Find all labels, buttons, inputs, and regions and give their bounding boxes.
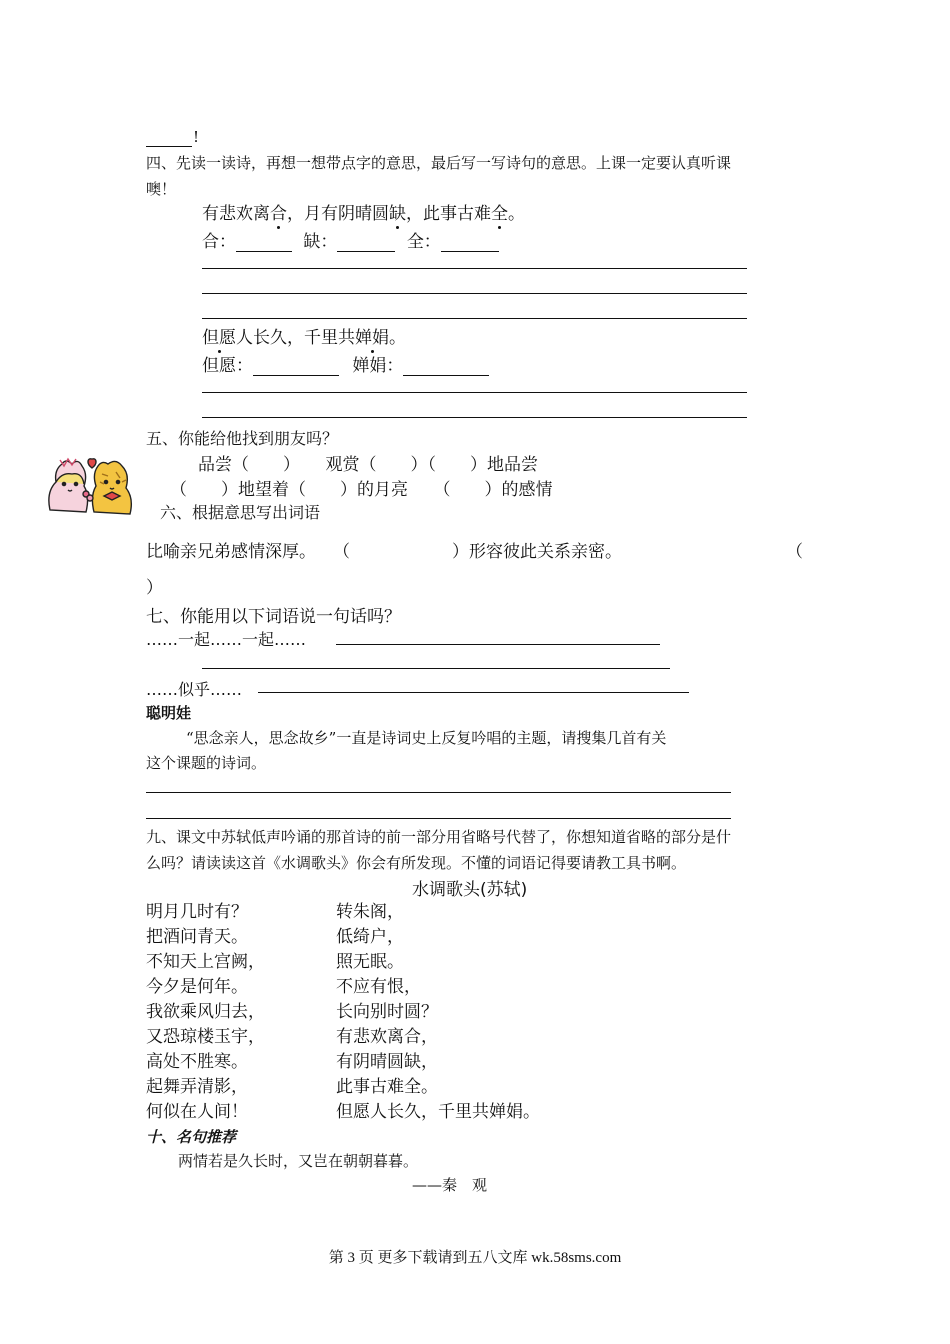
famous-quote: 两情若是久长时，又岂在朝朝暮暮。 xyxy=(178,1152,419,1170)
blank-row-1: 合： 缺： 全： xyxy=(202,227,499,252)
answer-line[interactable] xyxy=(336,644,660,645)
answer-blank-que[interactable] xyxy=(337,233,395,252)
q4-title: 四、先读一读诗，再想一想带点字的意思，最后写一写诗句的意思。上课一定要认真听课 xyxy=(146,154,732,172)
q6-line-a: 比喻亲兄弟感情深厚。 （ ）形容彼此关系亲密。 xyxy=(146,542,622,562)
answer-line[interactable] xyxy=(202,417,747,418)
q7-item-1: ……一起……一起…… xyxy=(146,630,307,649)
answer-line[interactable] xyxy=(258,692,689,693)
poem-title: 水调歌头(苏轼) xyxy=(412,880,528,900)
answer-blank xyxy=(146,146,192,147)
poem-line: 长向别时圆？ xyxy=(336,1002,438,1022)
q6-open-paren: （ xyxy=(786,542,803,562)
page-footer: 第 3 页 更多下载请到五八文库 wk.58sms.com xyxy=(328,1250,622,1266)
poem-line: 不应有恨， xyxy=(336,977,421,997)
q9-text: 九、课文中苏轼低声吟诵的那首诗的前一部分用省略号代替了，你想知道省略的部分是什 xyxy=(146,828,732,846)
clever-text: “思念亲人，思念故乡”一直是诗词史上反复吟唱的主题，请搜集几首有关 xyxy=(186,729,667,747)
poem-line: 不知天上宫阙， xyxy=(146,952,265,972)
poem-line-2: 但愿人长久，千里共婵娟。 xyxy=(202,328,406,348)
answer-blank-he[interactable] xyxy=(236,233,292,252)
dotted-char: 缺 xyxy=(389,204,406,224)
poem-line: 明月几时有？ xyxy=(146,902,248,922)
poem-right-column xyxy=(336,900,540,1125)
answer-line[interactable] xyxy=(146,818,731,819)
q5-title: 五、你能给他找到朋友吗？ xyxy=(146,429,339,448)
poem-line: 低绮户， xyxy=(336,927,404,947)
poem-line: 又恐琼楼玉宇， xyxy=(146,1027,265,1047)
section-heading: 聪明娃 xyxy=(146,704,192,722)
answer-line[interactable] xyxy=(202,668,670,669)
q10-title: 十、名句推荐 xyxy=(146,1128,237,1146)
poem-line: 高处不胜寒。 xyxy=(146,1052,248,1072)
blank-row-2: 但愿： 婵娟： xyxy=(202,351,489,376)
clever-text-cont: 这个课题的诗词。 xyxy=(146,754,267,772)
answer-line[interactable] xyxy=(202,318,747,319)
poem-line: 起舞弄清影， xyxy=(146,1077,248,1097)
poem-line: 但愿人长久，千里共婵娟。 xyxy=(336,1102,540,1122)
q5-row-1: 品尝（ ） 观赏（ ）（ ）地品尝 xyxy=(198,455,538,475)
answer-blank-danyuan[interactable] xyxy=(253,357,339,376)
answer-line[interactable] xyxy=(202,392,747,393)
poem-line-1: 有悲欢离合，月有阴晴圆缺，此事古难全。 xyxy=(202,204,525,224)
q7-title: 七、你能用以下词语说一句话吗？ xyxy=(146,607,401,627)
dotted-char: 全 xyxy=(491,204,508,224)
answer-blank-chanjuan[interactable] xyxy=(403,357,489,376)
poem-line: 转朱阁， xyxy=(336,902,404,922)
dotted-char: 婵娟 xyxy=(355,328,389,348)
dotted-char: 但愿 xyxy=(202,328,236,348)
quote-author: ——秦 观 xyxy=(412,1176,488,1194)
q9-text-cont: 么吗？请读读这首《水调歌头》你会有所发现。不懂的词语记得要请教工具书啊。 xyxy=(146,854,687,872)
poem-line: 有阴晴圆缺， xyxy=(336,1052,438,1072)
poem-line: 何似在人间！ xyxy=(146,1102,248,1122)
q6-title: 六、根据意思写出词语 xyxy=(160,503,321,522)
poem-line: 照无眠。 xyxy=(336,952,404,972)
poem-line: 有悲欢离合， xyxy=(336,1027,438,1047)
answer-line[interactable] xyxy=(146,792,731,793)
poem-line: 今夕是何年。 xyxy=(146,977,248,997)
q5-row-2: （ ）地望着（ ）的月亮 （ ）的感情 xyxy=(170,480,553,500)
q4-title-cont: 噢！ xyxy=(146,180,177,198)
answer-blank-quan[interactable] xyxy=(441,233,499,252)
dotted-char: 合 xyxy=(270,204,287,224)
cartoon-cats-illustration xyxy=(42,452,140,518)
answer-line[interactable] xyxy=(202,293,747,294)
poem-line: 此事古难全。 xyxy=(336,1077,438,1097)
q6-close-paren: ） xyxy=(146,578,163,598)
poem-left-column xyxy=(146,900,265,1125)
answer-line[interactable] xyxy=(202,268,747,269)
poem-line: 把酒问青天。 xyxy=(146,927,248,947)
top-fragment: ! xyxy=(193,128,200,146)
poem-line: 我欲乘风归去， xyxy=(146,1002,265,1022)
q7-item-2: ……似乎…… xyxy=(146,680,243,699)
